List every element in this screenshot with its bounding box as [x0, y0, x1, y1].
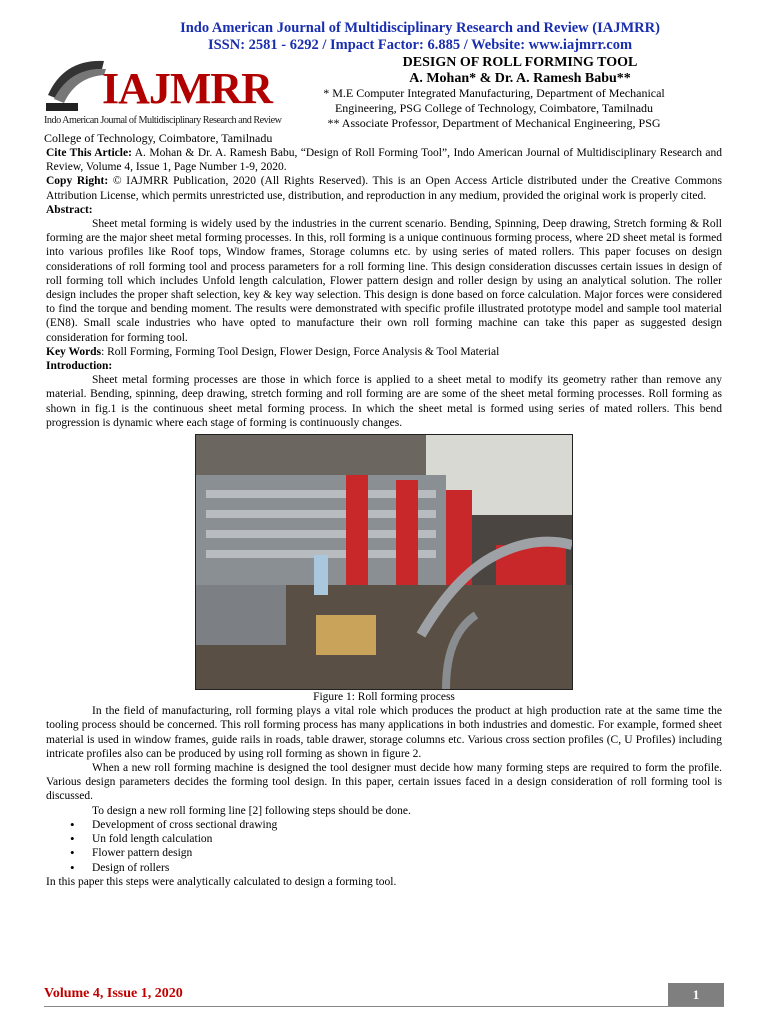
list-item: • Flower pattern design [92, 846, 722, 860]
journal-name: Indo American Journal of Multidisciplinary Research and Review (IAJMRR) [180, 20, 660, 36]
affiliations [44, 86, 724, 146]
list-item: • Un fold length calculation [92, 832, 722, 846]
logo-subtitle: Indo American Journal of Multidisciplinary Research and Review [44, 115, 282, 126]
roll-forming-machine-image [196, 435, 572, 689]
paper-title: DESIGN OF ROLL FORMING TOOL [402, 55, 638, 70]
footer-divider [44, 1006, 724, 1007]
journal-issn: ISSN: 2581 - 6292 / Impact Factor: 6.885 / Website: www.iajmrr.com [207, 37, 633, 53]
keywords [46, 345, 722, 359]
citation [46, 146, 722, 174]
introduction-heading: Introduction: [46, 360, 113, 373]
footer-volume: Volume 4, Issue 1, 2020 [44, 986, 183, 1001]
paper-authors: A. Mohan* & Dr. A. Ramesh Babu** [409, 71, 631, 86]
svg-text:IAJMRR: IAJMRR [102, 64, 272, 113]
copyright-label: Copy Right: [46, 175, 109, 188]
figure-caption: Figure 1: Roll forming process [313, 691, 455, 704]
affiliation-line: ** Associate Professor, Department of Mechanical Engineering, PSG [327, 116, 661, 130]
abstract-heading: Abstract: [46, 203, 93, 216]
intro-paragraph: In this paper this steps were analytically calculated to design a forming tool. [46, 875, 397, 888]
intro-paragraph: When a new roll forming machine is designed the tool designer must decide how many forming steps are required to form the profile. Various design parameters decides the forming tool design. In this paper, certain issues faced in a design consideration of roll forming tool is discussed. [46, 762, 722, 803]
keywords-label: Key Words [46, 345, 102, 358]
citation-label: Cite This Article: [46, 147, 132, 159]
list-item: • Development of cross sectional drawing [92, 818, 722, 832]
copyright [46, 174, 722, 202]
keywords-text: : Roll Forming, Forming Tool Design, Flower Design, Force Analysis & Tool Material [101, 345, 500, 358]
affiliation-line: College of Technology, Coimbatore, Tamilnadu [44, 131, 273, 145]
journal-header [80, 20, 760, 54]
intro-paragraph: In the field of manufacturing, roll forming plays a vital role which produces the product at high production rate at the same time the tooling process should be concerned. This roll forming process has many applications in both industries and domestic. For example, formed sheet material is used in window frames, guide rails in roads, table drawer, storage columns etc. Various cross section profiles (C, U Profiles) including intricate profiles also can be produced by using roll forming as shown in figure 2. [46, 705, 722, 760]
citation-text: A. Mohan & Dr. A. Ramesh Babu, “Design of Roll Forming Tool”, Indo American Journal of Multidisciplinary Research and Review, Volume 4, Issue 1, Page Number 1-9, 2020. [46, 147, 723, 174]
intro-paragraph: Sheet metal forming processes are those in which force is applied to a sheet metal to modify its geometry rather than remove any material. Bending, spinning, deep drawing, stretch forming and roll forming are are some of the sheet metal forming processes. Roll forming as shown in fig.1 is the continuous sheet metal forming process. In which the sheet metal is formed using series of mated rollers. This bend progression is dynamic where each stage of forming is continuously changes. [46, 374, 722, 429]
article-body [46, 146, 722, 889]
list-item: • Design of rollers [92, 861, 722, 875]
intro-paragraph: To design a new roll forming line [2] following steps should be done. [92, 804, 411, 817]
copyright-text: © IAJMRR Publication, 2020 (All Rights Reserved). This is an Open Access Article distributed under the Creative Commons Attribution License, which permits unrestricted use, distribution, and reproduction in any medium, provided the original work is properly cited. [46, 175, 722, 202]
affiliation-line: * M.E Computer Integrated Manufacturing, Department of Mechanical [323, 86, 665, 100]
roll-forming-photo [195, 434, 573, 690]
page-number: 1 [668, 983, 724, 1007]
affiliation-line: Engineering, PSG College of Technology, Coimbatore, Tamilnadu [334, 101, 654, 115]
abstract-text: Sheet metal forming is widely used by the industries in the current scenario. Bending, Spinning, Deep drawing, Stretch forming & Roll forming are the major sheet metal forming processes. In this, roll forming is a unique continuous forming process, where 2D sheet metal is formed into various profiles like Roof tops, Window frames, Storage columns etc. by using series of mated rollers. This paper focuses on design considerations of roll forming tool and process parameters for a roll forming line. This design consideration discusses certain issues in design of roll forming toll which includes Unfold length calculation, Flower pattern design and roller design by using an analytical solution. The roller design includes the proper shaft selection, key & key way selection. This design is done based on force calculation. Major forces were considered to find the torque and bending moment. The results were demonstrated with specific profile illustrated prototype model and sample tool material (EN8). Small scale industries who have opted to manufacture their own roll forming machine can take this paper as suggested design consideration for forming tool. [46, 218, 722, 344]
design-steps-list [46, 818, 722, 875]
